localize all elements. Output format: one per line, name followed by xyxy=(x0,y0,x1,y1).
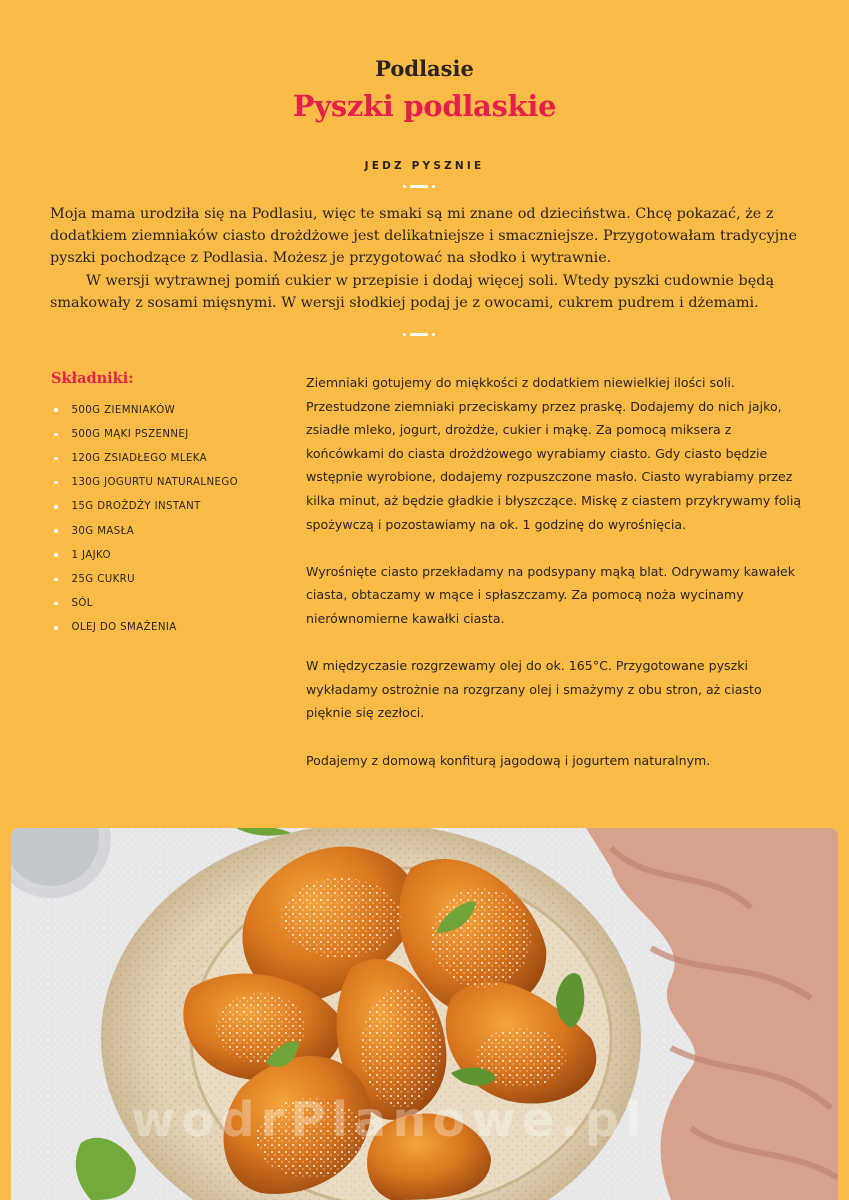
divider-top xyxy=(403,185,435,188)
bullet-dot xyxy=(54,457,58,461)
food-photo xyxy=(11,828,838,1200)
intro-text xyxy=(50,203,800,314)
ingredient-item: 500G ZIEMNIAKÓW xyxy=(51,398,291,422)
ingredients-list xyxy=(51,398,291,640)
bullet-dot xyxy=(54,602,58,606)
recipe-title: Pyszki podlaskie xyxy=(292,89,557,123)
divider-bottom xyxy=(403,333,435,336)
bullet-dot xyxy=(54,578,58,582)
bullet-dot xyxy=(54,481,58,485)
bullet-dot xyxy=(54,626,58,630)
ingredient-item: 1 JAJKO xyxy=(51,543,291,567)
bullet-dot xyxy=(54,529,58,533)
ingredient-item: 15G DROŻDŻY INSTANT xyxy=(51,495,291,519)
bullet-dot xyxy=(54,408,58,412)
region-title: Podlasie xyxy=(375,56,474,81)
ingredient-item: 500G MĄKI PSZENNEJ xyxy=(51,422,291,446)
recipe-header xyxy=(0,52,849,126)
ingredient-item: 25G CUKRU xyxy=(51,567,291,591)
method-paragraph: W międzyczasie rozgrzewamy olej do ok. 165°C. Przygotowane pyszki wykładamy ostrożnie na rozgrzany olej i smażymy z obu stron, aż ciasto pięknie się zezłoci. xyxy=(306,658,762,721)
ingredient-item: 120G ZSIADŁEGO MLEKA xyxy=(51,446,291,470)
section-label: JEDZ PYSZNIE xyxy=(364,160,485,172)
method-paragraph: Ziemniaki gotujemy do miękkości z dodatkiem niewielkiej ilości soli. Przestudzone ziemniaki przeciskamy przez praskę. Dodajemy do nich jajko, zsiadłe mleko, jogurt, drożdże, cukier i mąkę. Za pomocą miksera z końcówkami do ciasta drożdżowego wyrabiamy ciasto. Gdy ciasto będzie wstępnie wyrobione, dodajemy rozpuszczone masło. Ciasto wyrabiamy przez kilka minut, aż będzie gładkie i błyszczące. Miskę z ciastem przykrywamy folią spożywczą i pozostawiamy na ok. 1 godzinę do wyrośnięcia. xyxy=(306,375,802,532)
ingredient-item: OLEJ DO SMAŻENIA xyxy=(51,616,291,640)
intro-paragraph: W wersji wytrawnej pomiń cukier w przepisie i dodaj więcej soli. Wtedy pyszki cudownie będą smakowały z sosami mięsnymi. W wersji słodkiej podaj je z owocami, cukrem pudrem i dżemami. xyxy=(50,272,775,311)
method-text xyxy=(306,371,806,796)
ingredient-item: 30G MASŁA xyxy=(51,519,291,543)
watermark: wodrPlanowe.pl xyxy=(131,1092,648,1148)
method-paragraph: Podajemy z domową konfiturą jagodową i jogurtem naturalnym. xyxy=(306,752,711,768)
ingredient-item: SÓL xyxy=(51,592,291,616)
bullet-dot xyxy=(54,553,58,557)
ingredients-title: Składniki: xyxy=(51,370,134,387)
intro-paragraph: Moja mama urodziła się na Podlasiu, więc te smaki są mi znane od dzieciństwa. Chcę pokazać, że z dodatkiem ziemniaków ciasto drożdżowe jest delikatniejsze i smaczniejsze. Przygotowałam tradycyjne pyszki pochodzące z Podlasia. Możesz je przygotować na słodko i wytrawnie. xyxy=(50,206,797,267)
method-paragraph: Wyrośnięte ciasto przekładamy na podsypany mąką blat. Odrywamy kawałek ciasta, obtaczamy w mące i spłaszczamy. Za pomocą noża wycinamy nierównomierne kawałki ciasta. xyxy=(306,563,796,626)
bullet-dot xyxy=(54,433,58,437)
ingredient-item: 130G JOGURTU NATURALNEGO xyxy=(51,471,291,495)
bullet-dot xyxy=(54,505,58,509)
